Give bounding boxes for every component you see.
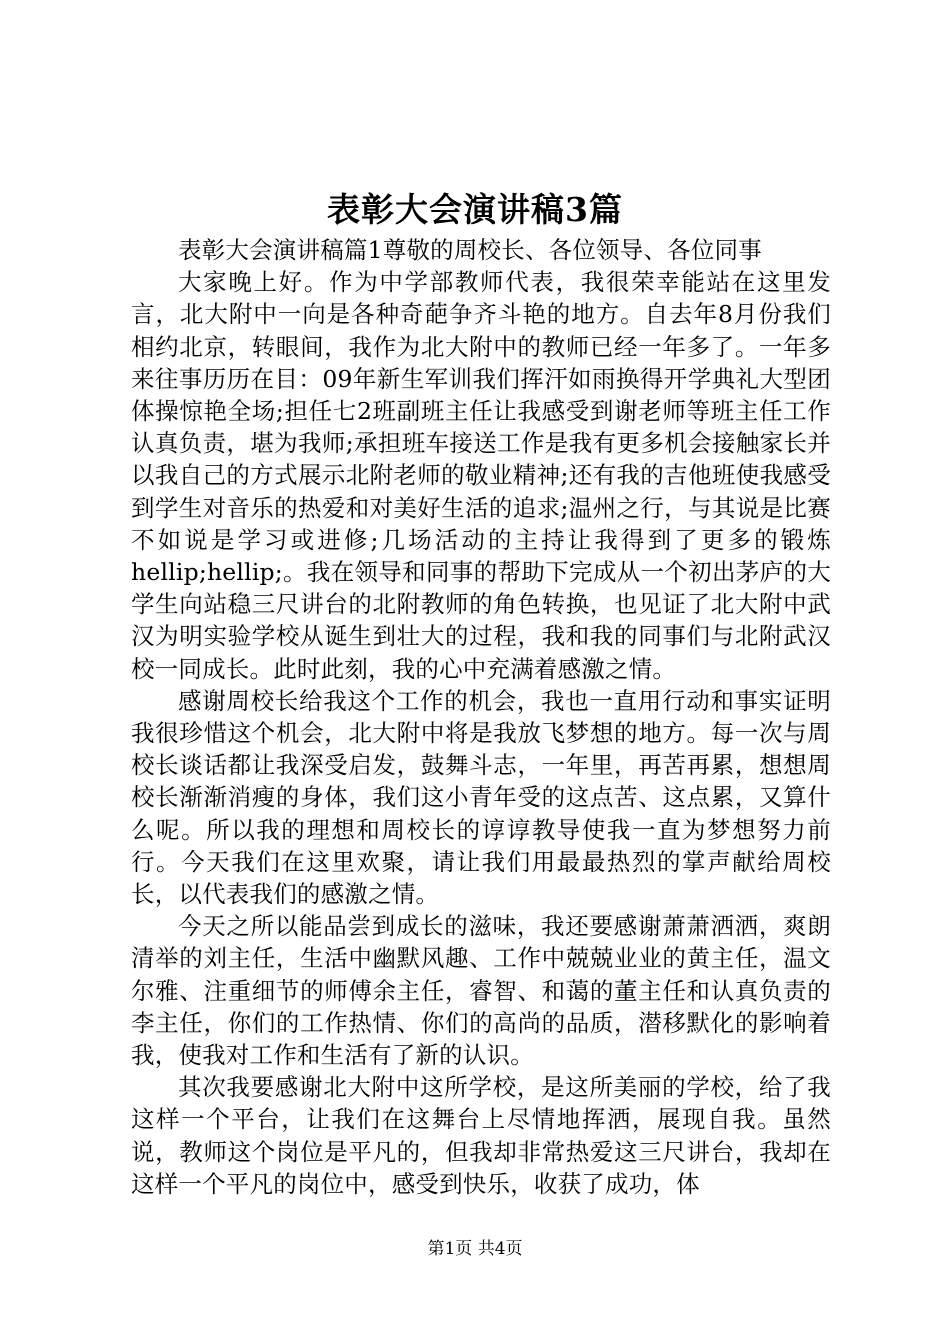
paragraph-4: 今天之所以能品尝到成长的滋味，我还要感谢萧萧洒洒，爽朗清举的刘主任，生活中幽默风趣、工作中兢兢业业的黄主任，温文尔雅、注重细节的师傅余主任，睿智、和蔼的董主任和认真负责的李主任，你们的工作热情、你们的高尚的品质，潜移默化的影响着我，使我对工作和生活有了新的认识。 bbox=[131, 912, 831, 1070]
document-title: 表彰大会演讲稿3篇 bbox=[327, 190, 623, 229]
paragraph-2: 大家晚上好。作为中学部教师代表，我很荣幸能站在这里发言，北大附中一向是各种奇葩争齐斗艳的地方。自去年8月份我们相约北京，转眼间，我作为北大附中的教师已经一年多了。一年多来往事历历在目：09年新生军训我们挥汗如雨换得开学典礼大型团体操惊艳全场;担任七2班副班主任让我感受到谢老师等班主任工作认真负责，堪为我师;承担班车接送工作是我有更多机会接触家长并以我自己的方式展示北附老师的敬业精神;还有我的吉他班使我感受到学生对音乐的热爱和对美好生活的追求;温州之行，与其说是比赛不如说是学习或进修;几场活动的主持让我得到了更多的锻炼hellip;hellip;。我在领导和同事的帮助下完成从一个初出茅庐的大学生向站稳三尺讲台的北附教师的角色转换，也见证了北大附中武汉为明实验学校从诞生到壮大的过程，我和我的同事们与北附武汉校一同成长。此时此刻，我的心中充满着感激之情。 bbox=[131, 268, 831, 683]
document-body bbox=[131, 234, 831, 1200]
page-footer: 第1页 共4页 bbox=[427, 1239, 523, 1259]
paragraph-3: 感谢周校长给我这个工作的机会，我也一直用行动和事实证明我很珍惜这个机会，北大附中将是我放飞梦想的地方。每一次与周校长谈话都让我深受启发，鼓舞斗志，一年里，再苦再累，想想周校长渐渐消瘦的身体，我们这小青年受的这点苦、这点累，又算什么呢。所以我的理想和周校长的谆谆教导使我一直为梦想努力前行。今天我们在这里欢聚，请让我们用最最热烈的掌声献给周校长，以代表我们的感激之情。 bbox=[131, 686, 831, 909]
paragraph-1: 表彰大会演讲稿篇1尊敬的周校长、各位领导、各位同事 bbox=[178, 236, 762, 264]
paragraph-5: 其次我要感谢北大附中这所学校，是这所美丽的学校，给了我这样一个平台，让我们在这舞台上尽情地挥洒，展现自我。虽然说，教师这个岗位是平凡的，但我却非常热爱这三尺讲台，我却在这样一个平凡的岗位中，感受到快乐，收获了成功，体 bbox=[131, 1073, 831, 1198]
